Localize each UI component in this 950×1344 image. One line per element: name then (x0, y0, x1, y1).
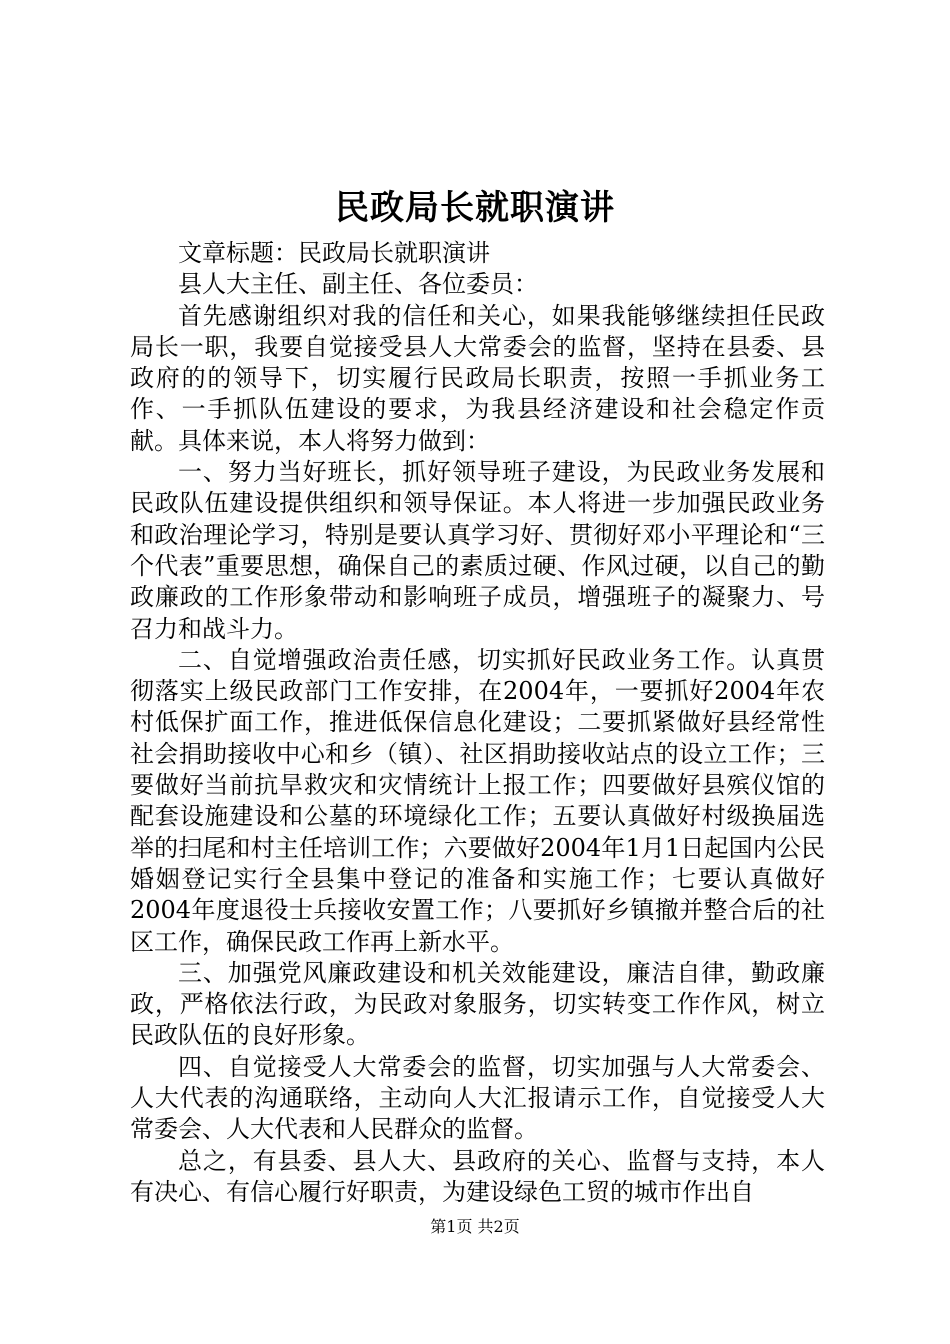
document-body (130, 238, 825, 1208)
paragraph-conclusion: 总之，有县委、县人大、县政府的关心、监督与支持，本人有决心、有信心履行好职责，为建设绿色工贸的城市作出自 (130, 1146, 825, 1206)
paragraph-point-two: 二、自觉增强政治责任感，切实抓好民政业务工作。认真贯彻落实上级民政部门工作安排，在2004年，一要抓好2004年农村低保扩面工作，推进低保信息化建设；二要抓紧做好县经常性社会捐助接收中心和乡（镇）、社区捐助接收站点的设立工作；三要做好当前抗旱救灾和灾情统计上报工作；四要做好县殡仪馆的配套设施建设和公墓的环境绿化工作；五要认真做好村级换届选举的扫尾和村主任培训工作；六要做好2004年1月1日起国内公民婚姻登记实行全县集中登记的准备和实施工作；七要认真做好2004年度退役士兵接收安置工作；八要抓好乡镇撤并整合后的社区工作，确保民政工作再上新水平。 (130, 645, 825, 956)
document-title: 民政局长就职演讲 (335, 188, 615, 228)
paragraph-article-title: 文章标题：民政局长就职演讲 (178, 239, 490, 267)
paragraph-point-one: 一、努力当好班长，抓好领导班子建设，为民政业务发展和民政队伍建设提供组织和领导保证。本人将进一步加强民政业务和政治理论学习，特别是要认真学习好、贯彻好邓小平理论和“三个代表”重要思想，确保自己的素质过硬、作风过硬，以自己的勤政廉政的工作形象带动和影响班子成员，增强班子的凝聚力、号召力和战斗力。 (130, 458, 825, 643)
paragraph-point-three: 三、加强党风廉政建设和机关效能建设，廉洁自律，勤政廉政，严格依法行政，为民政对象服务，切实转变工作作风，树立民政队伍的良好形象。 (130, 958, 825, 1050)
page-number-footer: 第1页 共2页 (430, 1217, 520, 1236)
paragraph-point-four: 四、自觉接受人大常委会的监督，切实加强与人大常委会、人大代表的沟通联络，主动向人大汇报请示工作，自觉接受人大常委会、人大代表和人民群众的监督。 (130, 1052, 825, 1144)
paragraph-salutation: 县人大主任、副主任、各位委员： (178, 270, 538, 299)
paragraph-intro: 首先感谢组织对我的信任和关心，如果我能够继续担任民政局长一职，我要自觉接受县人大常委会的监督，坚持在县委、县政府的的领导下，切实履行民政局长职责，按照一手抓业务工作、一手抓队伍建设的要求，为我县经济建设和社会稳定作贡献。具体来说，本人将努力做到： (130, 301, 825, 455)
